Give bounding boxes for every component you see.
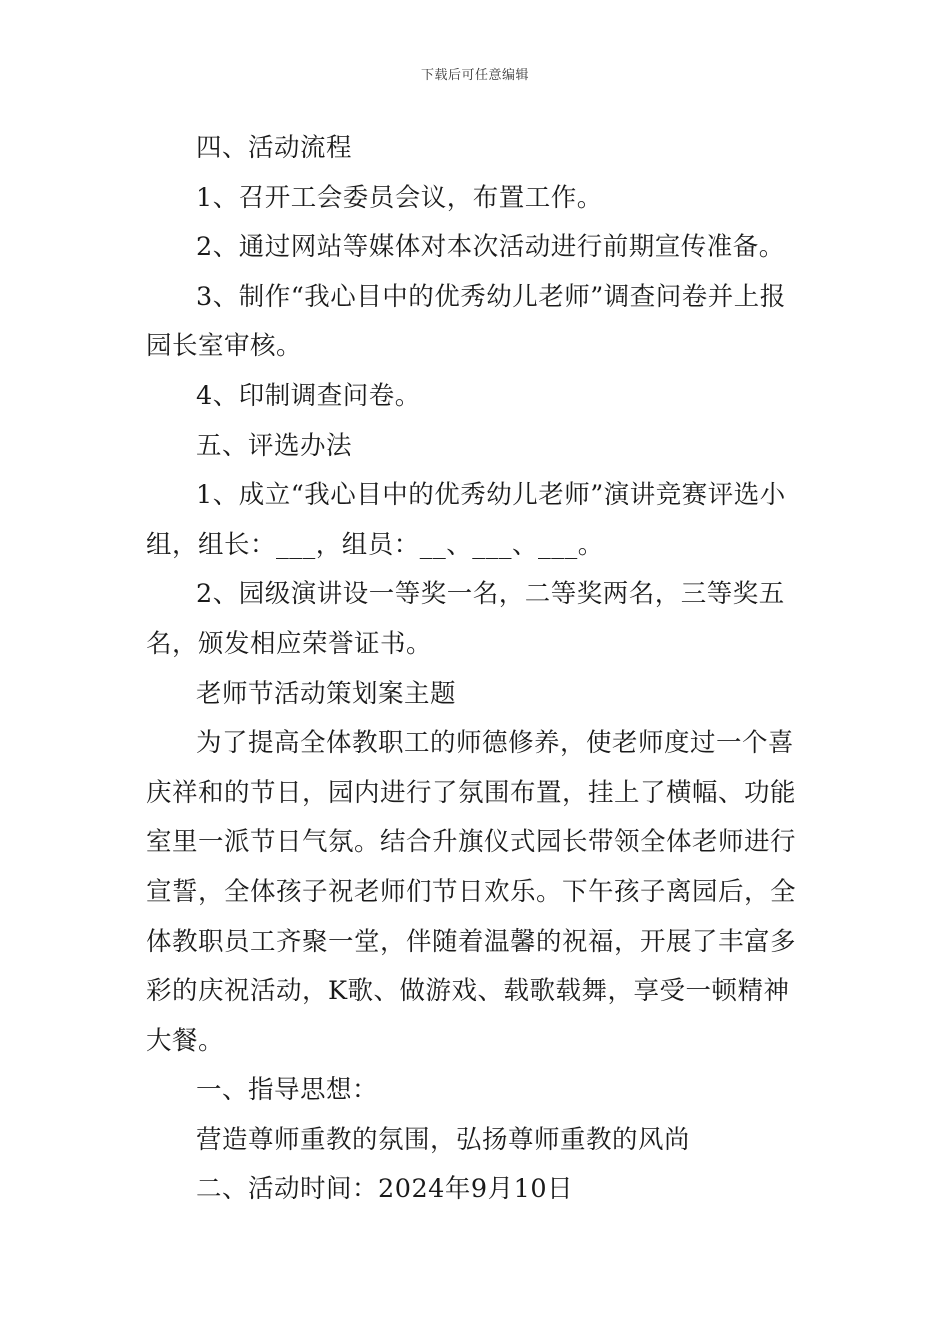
page-header: 下载后可任意编辑 [420,68,529,83]
section-heading-guiding-idea: 一、指导思想： [196,1075,379,1106]
section-heading-activity-time: 二、活动时间：2024年9月10日 [196,1174,574,1205]
process-step-1: 1、召开工会委员会议，布置工作。 [196,182,603,213]
theme-description: 为了提高全体教职工的师德修养，使老师度过一个喜庆祥和的节日，园内进行了氛围布置，挂上了横幅、功能室里一派节日气氛。结合升旗仪式园长带领全体老师进行宣誓，全体孩子祝老师们节日欢乐。下午孩子离园后，全体教职员工齐聚一堂，伴随着温馨的祝福，开展了丰富多彩的庆祝活动，K歌、做游戏、载歌载舞，享受一顿精神大餐。 [146,728,797,1056]
guiding-idea-text: 营造尊师重教的氛围，弘扬尊师重教的风尚 [196,1124,691,1155]
selection-item-1: 1、成立“我心目中的优秀幼儿老师”演讲竞赛评选小组，组长：___，组员：__、___、___。 [146,480,786,560]
plan-theme-title: 老师节活动策划案主题 [196,678,457,709]
document-body [146,124,806,1215]
process-step-4: 4、印制调查问卷。 [196,380,421,411]
process-step-3: 3、制作“我心目中的优秀幼儿老师”调查问卷并上报园长室审核。 [146,281,786,362]
section-heading-selection-method: 五、评选办法 [196,430,353,461]
process-step-2: 2、通过网站等媒体对本次活动进行前期宣传准备。 [196,232,785,263]
selection-item-2: 2、园级演讲设一等奖一名，二等奖两名，三等奖五名，颁发相应荣誉证书。 [146,579,785,659]
section-heading-activity-process: 四、活动流程 [196,133,353,163]
